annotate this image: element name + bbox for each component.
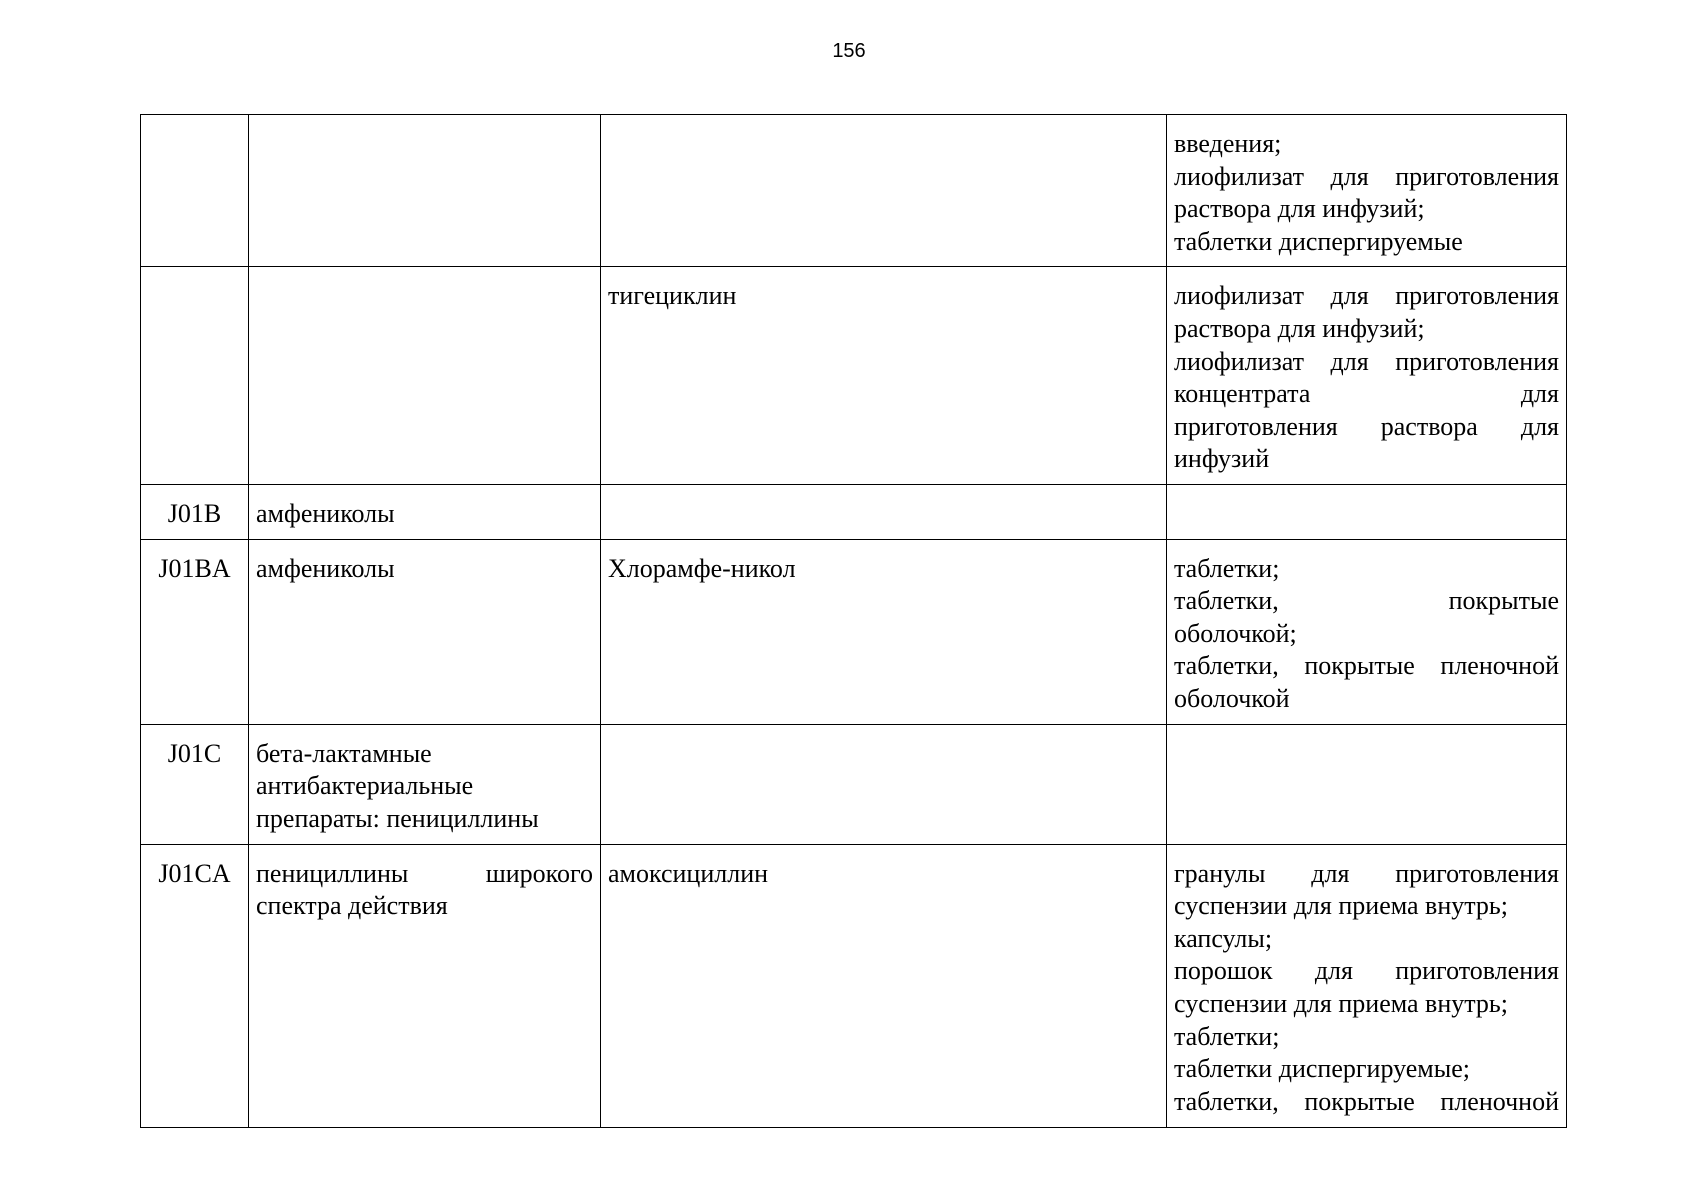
dosage-form-cell xyxy=(1167,267,1567,485)
dosage-form-line: таблетки, покрытые пленочной xyxy=(1174,1086,1559,1116)
atc-group-line: бета-лактамные xyxy=(256,738,432,768)
table-row xyxy=(141,724,1567,844)
dosage-form-line: таблетки диспергируемые xyxy=(1174,226,1463,256)
dosage-form-line: таблетки; xyxy=(1174,1021,1280,1051)
substance-cell: Хлорамфе-никол xyxy=(601,539,1167,724)
dosage-form-line: капсулы; xyxy=(1174,923,1273,953)
table-row xyxy=(141,115,1567,267)
dosage-form-line: таблетки; xyxy=(1174,553,1280,583)
dosage-form-line: лиофилизат для приготовления xyxy=(1174,346,1559,376)
dosage-form-line: введения; xyxy=(1174,129,1282,158)
atc-code-cell xyxy=(141,267,249,485)
dosage-form-line: таблетки, покрытые пленочной xyxy=(1174,651,1559,681)
dosage-form-line: оболочкой xyxy=(1174,683,1290,713)
dosage-form-line: таблетки диспергируемые; xyxy=(1174,1054,1470,1084)
atc-group-line: спектра действия xyxy=(256,891,448,921)
atc-group-cell: амфениколы xyxy=(249,484,601,539)
dosage-form-line: суспензии для приема внутрь; xyxy=(1174,988,1509,1018)
substance-cell: амоксициллин xyxy=(601,844,1167,1127)
atc-group-line: антибактериальные xyxy=(256,771,474,801)
page-number: 156 xyxy=(832,40,866,62)
dosage-form-line: инфузий xyxy=(1174,444,1270,474)
atc-group-cell xyxy=(249,115,601,267)
atc-group-line: пенициллины широкого xyxy=(256,858,593,888)
substance-cell xyxy=(601,115,1167,267)
dosage-form-line: лиофилизат для приготовления xyxy=(1174,281,1559,311)
table-row xyxy=(141,844,1567,1127)
dosage-form-line: концентрата для xyxy=(1174,379,1559,409)
table-row xyxy=(141,267,1567,485)
dosage-form-cell xyxy=(1167,724,1567,844)
atc-group-line: препараты: пенициллины xyxy=(256,803,539,833)
atc-group-cell xyxy=(249,844,601,1127)
dosage-form-cell xyxy=(1167,539,1567,724)
dosage-form-cell xyxy=(1167,844,1567,1127)
table-row xyxy=(141,484,1567,539)
substance-cell xyxy=(601,724,1167,844)
dosage-form-line: оболочкой; xyxy=(1174,618,1297,648)
atc-group-cell: амфениколы xyxy=(249,539,601,724)
atc-code-cell: J01C xyxy=(141,724,249,844)
atc-code-cell: J01B xyxy=(141,484,249,539)
atc-code-cell: J01BA xyxy=(141,539,249,724)
substance-cell xyxy=(601,484,1167,539)
dosage-form-cell xyxy=(1167,484,1567,539)
dosage-form-line: суспензии для приема внутрь; xyxy=(1174,891,1509,921)
dosage-form-cell xyxy=(1167,115,1567,267)
substance-cell: тигециклин xyxy=(601,267,1167,485)
atc-code-cell xyxy=(141,115,249,267)
dosage-form-line: лиофилизат для приготовления xyxy=(1174,161,1559,191)
dosage-form-line: порошок для приготовления xyxy=(1174,956,1559,986)
table-row xyxy=(141,539,1567,724)
atc-group-cell xyxy=(249,724,601,844)
dosage-form-line: раствора для инфузий; xyxy=(1174,313,1425,343)
dosage-form-line: раствора для инфузий; xyxy=(1174,194,1425,224)
dosage-form-line: таблетки, покрытые xyxy=(1174,586,1559,616)
drug-table xyxy=(140,114,1567,1128)
atc-group-cell xyxy=(249,267,601,485)
atc-code-cell: J01CA xyxy=(141,844,249,1127)
dosage-form-line: приготовления раствора для xyxy=(1174,411,1559,441)
dosage-form-line: гранулы для приготовления xyxy=(1174,858,1559,888)
